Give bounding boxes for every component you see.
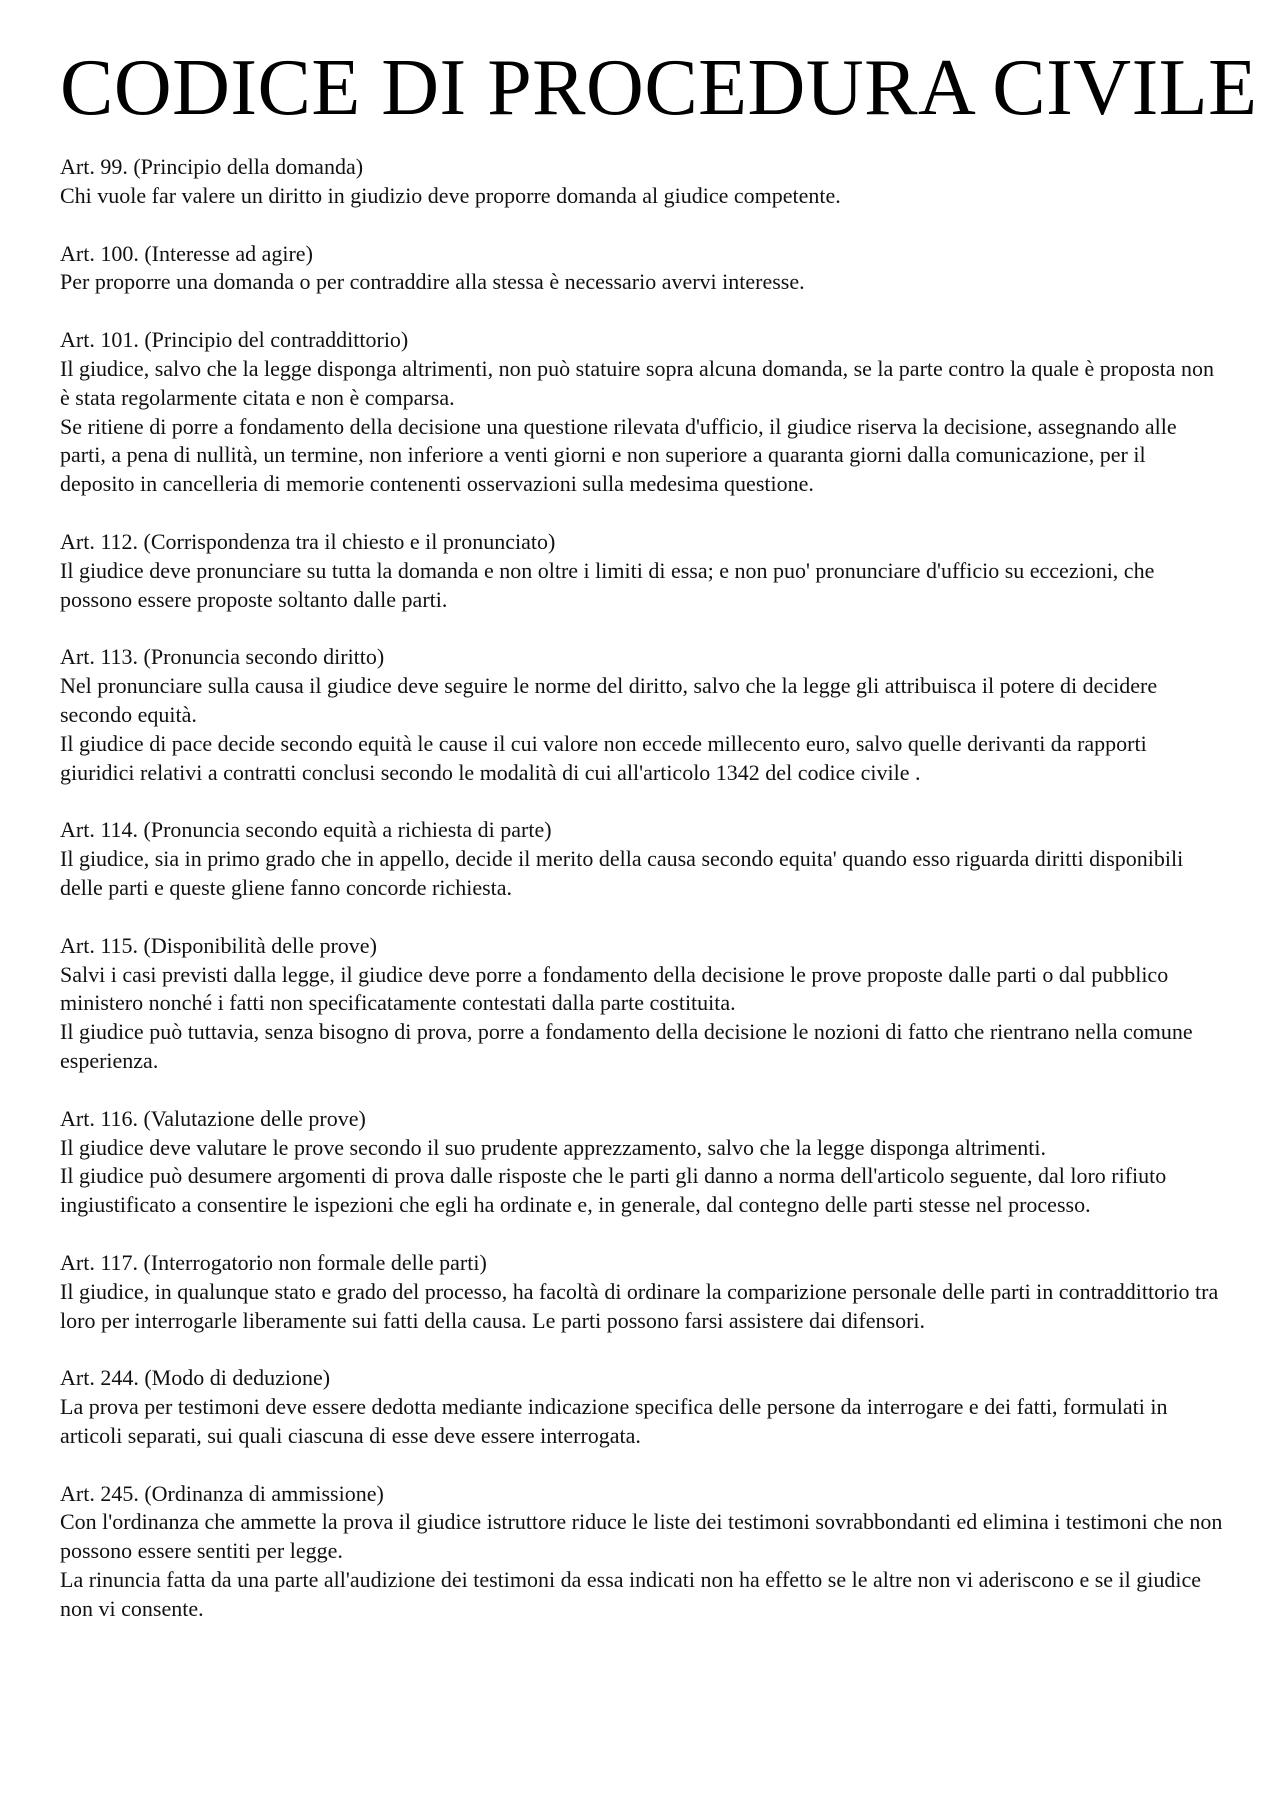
article-100 — [60, 240, 1224, 298]
article-paragraph: Il giudice può desumere argomenti di prova dalle risposte che le parti gli danno a norma dell'articolo seguente, dal loro rifiuto ingiustificato a consentire le ispezioni che egli ha ordinate e, in generale, dal contegno delle parti stesse nel processo. — [60, 1163, 1167, 1218]
article-heading: Art. 244. (Modo di deduzione) — [60, 1365, 331, 1391]
article-heading: Art. 100. (Interesse ad agire) — [60, 240, 313, 266]
article-paragraph: Chi vuole far valere un diritto in giudizio deve proporre domanda al giudice competente. — [60, 182, 841, 208]
article-paragraph: Salvi i casi previsti dalla legge, il giudice deve porre a fondamento della decisione le prove proposte dalle parti o dal pubblico ministero nonché i fatti non specificatamente contestati dalla parte costituita. — [60, 961, 1169, 1016]
article-heading: Art. 117. (Interrogatorio non formale delle parti) — [60, 1249, 487, 1275]
article-paragraph: Con l'ordinanza che ammette la prova il giudice istruttore riduce le liste dei testimoni sovrabbondanti ed elimina i testimoni che non possono essere sentiti per legge. — [60, 1509, 1223, 1564]
article-116 — [60, 1105, 1224, 1220]
article-paragraph: La prova per testimoni deve essere dedotta mediante indicazione specifica delle persone da interrogare e dei fatti, formulati in articoli separati, sui quali ciascuna di esse deve essere interrogata. — [60, 1394, 1168, 1448]
article-paragraph: Per proporre una domanda o per contraddire alla stessa è necessario avervi interesse. — [60, 269, 805, 295]
article-paragraph: Il giudice deve valutare le prove secondo il suo prudente apprezzamento, salvo che la legge disponga altrimenti. — [60, 1134, 1046, 1160]
article-paragraph: Il giudice può tuttavia, senza bisogno di prova, porre a fondamento della decisione le nozioni di fatto che rientrano nella comune esperienza. — [60, 1019, 1193, 1073]
article-paragraph: Il giudice, salvo che la legge disponga altrimenti, non può statuire sopra alcuna domanda, se la parte contro la quale è proposta non è stata regolarmente citata e non è comparsa. — [60, 355, 1215, 410]
article-heading: Art. 115. (Disponibilità delle prove) — [60, 932, 377, 958]
article-heading: Art. 112. (Corrispondenza tra il chiesto e il pronunciato) — [60, 528, 556, 554]
article-245 — [60, 1480, 1224, 1624]
article-117 — [60, 1249, 1224, 1335]
article-101 — [60, 326, 1224, 499]
article-113 — [60, 643, 1224, 787]
article-paragraph: La rinuncia fatta da una parte all'audizione dei testimoni da essa indicati non ha effetto se le altre non vi aderiscono e se il giudice non vi consente. — [60, 1567, 1202, 1621]
article-heading: Art. 245. (Ordinanza di ammissione) — [60, 1480, 384, 1506]
article-112 — [60, 528, 1224, 614]
document-title: CODICE DI PROCEDURA CIVILE — [60, 44, 1258, 132]
article-paragraph: Il giudice di pace decide secondo equità le cause il cui valore non eccede millecento euro, salvo quelle derivanti da rapporti giuridici relativi a contratti conclusi secondo le modalità di cui all'articolo 1342 del codice civile . — [60, 730, 1147, 785]
article-heading: Art. 116. (Valutazione delle prove) — [60, 1105, 366, 1131]
article-115 — [60, 932, 1224, 1076]
article-heading: Art. 113. (Pronuncia secondo diritto) — [60, 644, 385, 670]
article-paragraph: Il giudice, sia in primo grado che in appello, decide il merito della causa secondo equita' quando esso riguarda diritti disponibili delle parti e queste gliene fanno concorde richiesta. — [60, 846, 1184, 900]
article-paragraph: Nel pronunciare sulla causa il giudice deve seguire le norme del diritto, salvo che la legge gli attribuisca il potere di decidere secondo equità. — [60, 673, 1158, 727]
article-244 — [60, 1364, 1224, 1450]
article-paragraph: Il giudice, in qualunque stato e grado del processo, ha facoltà di ordinare la comparizione personale delle parti in contraddittorio tra loro per interrogarle liberamente sui fatti della causa. Le parti possono farsi assistere dai difensori. — [60, 1278, 1219, 1333]
article-paragraph: Il giudice deve pronunciare su tutta la domanda e non oltre i limiti di essa; e non puo' pronunciare d'ufficio su eccezioni, che possono essere proposte soltanto dalle parti. — [60, 557, 1155, 612]
article-114 — [60, 816, 1224, 902]
article-paragraph: Se ritiene di porre a fondamento della decisione una questione rilevata d'ufficio, il giudice riserva la decisione, assegnando alle parti, a pena di nullità, un termine, non inferiore a venti giorni e non superiore a quaranta giorni dalla comunicazione, per il deposito in cancelleria di memorie contenenti osservazioni sulla medesima questione. — [60, 413, 1177, 497]
article-99 — [60, 153, 1224, 211]
article-heading: Art. 114. (Pronuncia secondo equità a richiesta di parte) — [60, 817, 552, 843]
article-heading: Art. 101. (Principio del contraddittorio) — [60, 327, 409, 353]
article-heading: Art. 99. (Principio della domanda) — [60, 154, 364, 179]
